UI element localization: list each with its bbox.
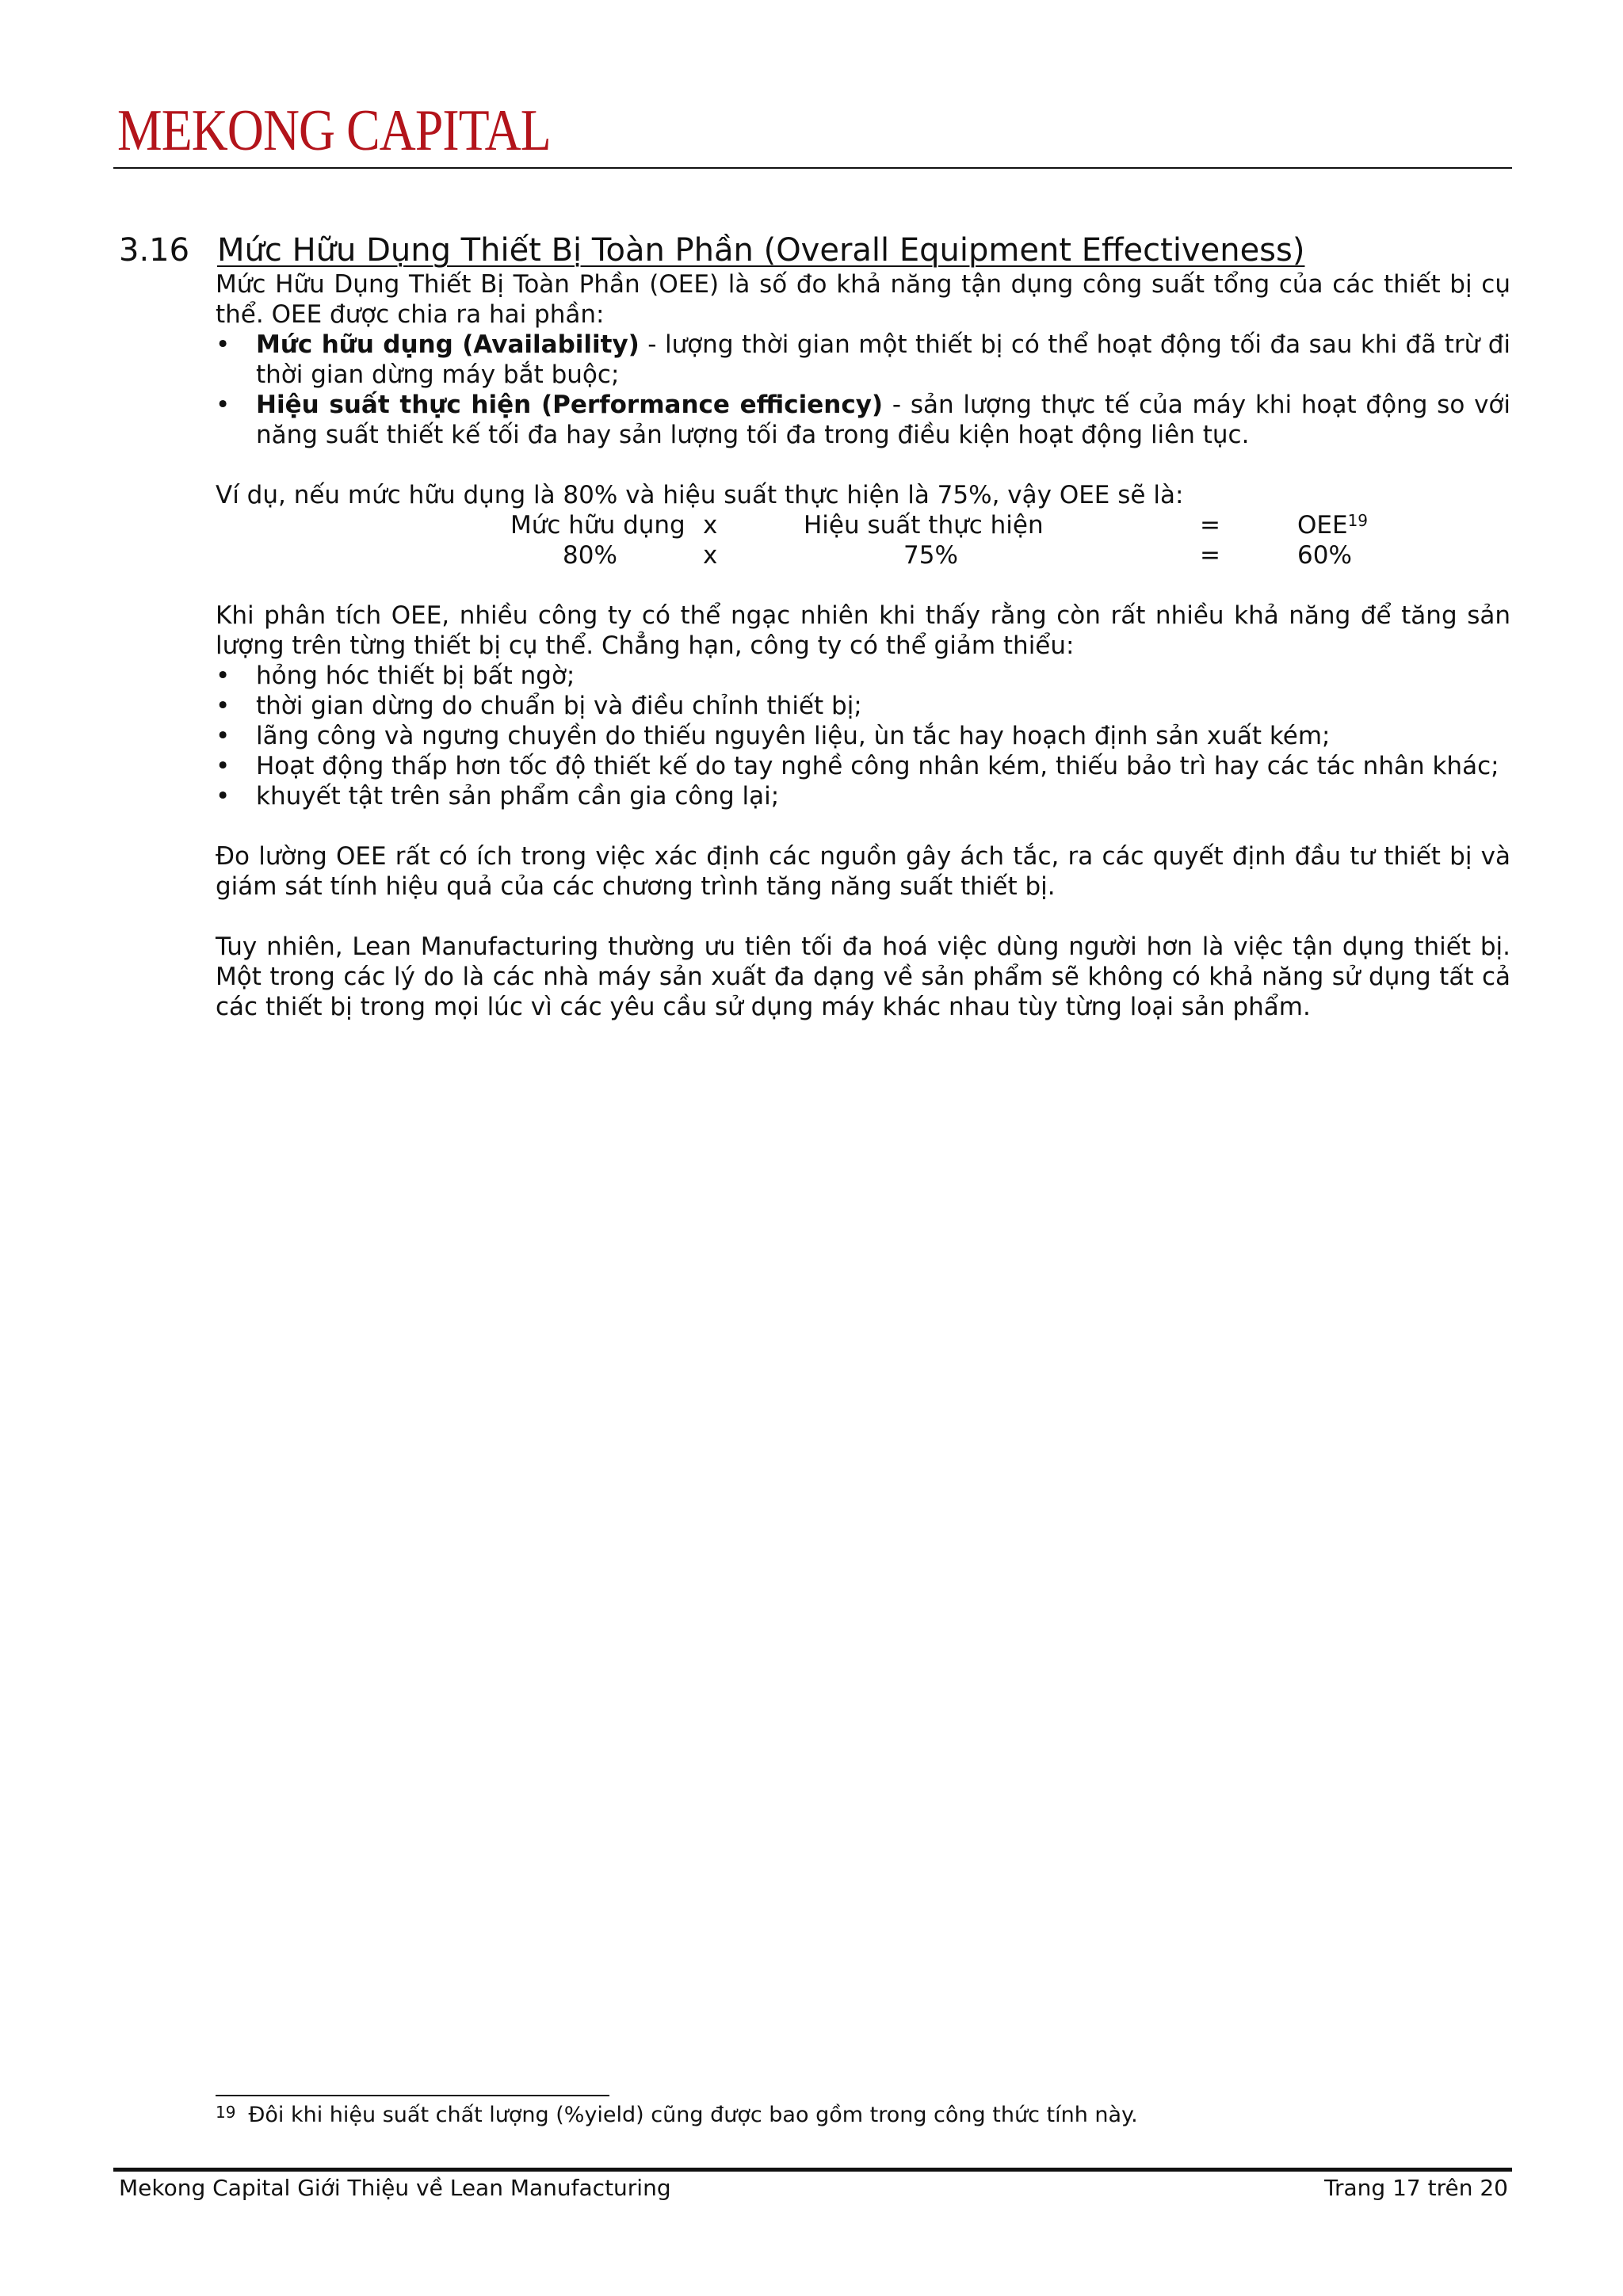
list-item: • lãng công và ngưng chuyền do thiếu nguyên liệu, ùn tắc hay hoạch định sản xuất kém; xyxy=(216,721,1510,751)
footnote-divider xyxy=(216,2095,609,2096)
footer-divider xyxy=(113,2168,1512,2172)
formula-availability-value: 80% xyxy=(563,541,617,570)
oee-parts-list xyxy=(216,330,1510,450)
list-item: • hỏng hóc thiết bị bất ngờ; xyxy=(216,661,1510,691)
header-divider xyxy=(113,167,1512,169)
term-availability: Mức hữu dụng (Availability) xyxy=(256,330,640,359)
intro-paragraph: Mức Hữu Dụng Thiết Bị Toàn Phần (OEE) là số đo khả năng tận dụng công suất tổng của các thiết bị cụ thể. OEE được chia ra hai phần: xyxy=(216,270,1510,329)
footnote xyxy=(216,2101,1138,2130)
formula-performance-label: Hiệu suất thực hiện xyxy=(804,511,1044,540)
footer-document-title: Mekong Capital Giới Thiệu về Lean Manufacturing xyxy=(119,2175,671,2201)
formula-equals-sign: = xyxy=(1200,541,1220,570)
formula-result-label: OEE$^{19}$ xyxy=(1297,511,1369,540)
term-description: - sản lượng thực tế của máy khi hoạt động so với năng suất thiết kế tối đa hay sản lượng tối đa trong điều kiện hoạt động liên tục. xyxy=(256,391,1511,449)
formula-performance-value: 75% xyxy=(903,541,958,570)
company-logo: MEKONG CAPITAL xyxy=(117,98,551,163)
section-title: Mức Hữu Dụng Thiết Bị Toàn Phần (Overall Equipment Effectiveness) xyxy=(217,232,1305,269)
formula-multiply-sign: x xyxy=(703,511,718,540)
formula-multiply-sign: x xyxy=(703,541,718,570)
analysis-paragraph: Khi phân tích OEE, nhiều công ty có thể ngạc nhiên khi thấy rằng còn rất nhiều khả năng để tăng sản lượng trên từng thiết bị cụ thể. Chẳng hạn, công ty có thể giảm thiểu: xyxy=(216,601,1510,660)
section-number: 3.16 xyxy=(119,232,190,269)
formula-availability-label: Mức hữu dụng xyxy=(510,511,685,540)
oee-formula xyxy=(216,510,1510,570)
list-item: • thời gian dừng do chuẩn bị và điều chỉnh thiết bị; xyxy=(216,691,1510,721)
list-item xyxy=(216,390,1510,450)
reduction-list xyxy=(216,661,1510,811)
page-body xyxy=(216,269,1510,1022)
section-heading xyxy=(119,231,1304,269)
measurement-paragraph: Đo lường OEE rất có ích trong việc xác định các nguồn gây ách tắc, ra các quyết định đầu tư thiết bị và giám sát tính hiệu quả của các chương trình tăng năng suất thiết bị. xyxy=(216,842,1510,901)
lean-paragraph: Tuy nhiên, Lean Manufacturing thường ưu tiên tối đa hoá việc dùng người hơn là việc tận dụng thiết bị. Một trong các lý do là các nhà máy sản xuất đa dạng về sản phẩm sẽ không có khả năng sử dụng tất cả các thiết bị trong mọi lúc vì các yêu cầu sử dụng máy khác nhau tùy từng loại sản phẩm. xyxy=(216,933,1510,1021)
list-item: • khuyết tật trên sản phẩm cần gia công lại; xyxy=(216,781,1510,811)
example-paragraph: Ví dụ, nếu mức hữu dụng là 80% và hiệu suất thực hiện là 75%, vậy OEE sẽ là: xyxy=(216,481,1184,509)
footnote-ref[interactable]: 19 xyxy=(1347,511,1369,530)
list-item xyxy=(216,330,1510,390)
footer-page-number: Trang 17 trên 20 xyxy=(1324,2175,1508,2201)
formula-equals-sign: = xyxy=(1200,511,1220,540)
footnote-number: 19 xyxy=(216,2103,236,2122)
formula-result-value: 60% xyxy=(1297,541,1352,570)
list-item: • Hoạt động thấp hơn tốc độ thiết kế do tay nghề công nhân kém, thiếu bảo trì hay các tác nhân khác; xyxy=(216,751,1510,781)
footnote-text: Đôi khi hiệu suất chất lượng (%yield) cũng được bao gồm trong công thức tính này. xyxy=(248,2103,1138,2127)
term-description: - lượng thời gian một thiết bị có thể hoạt động tối đa sau khi đã trừ đi thời gian dừng máy bắt buộc; xyxy=(256,330,1510,389)
term-performance: Hiệu suất thực hiện (Performance efficiency) xyxy=(256,391,884,419)
